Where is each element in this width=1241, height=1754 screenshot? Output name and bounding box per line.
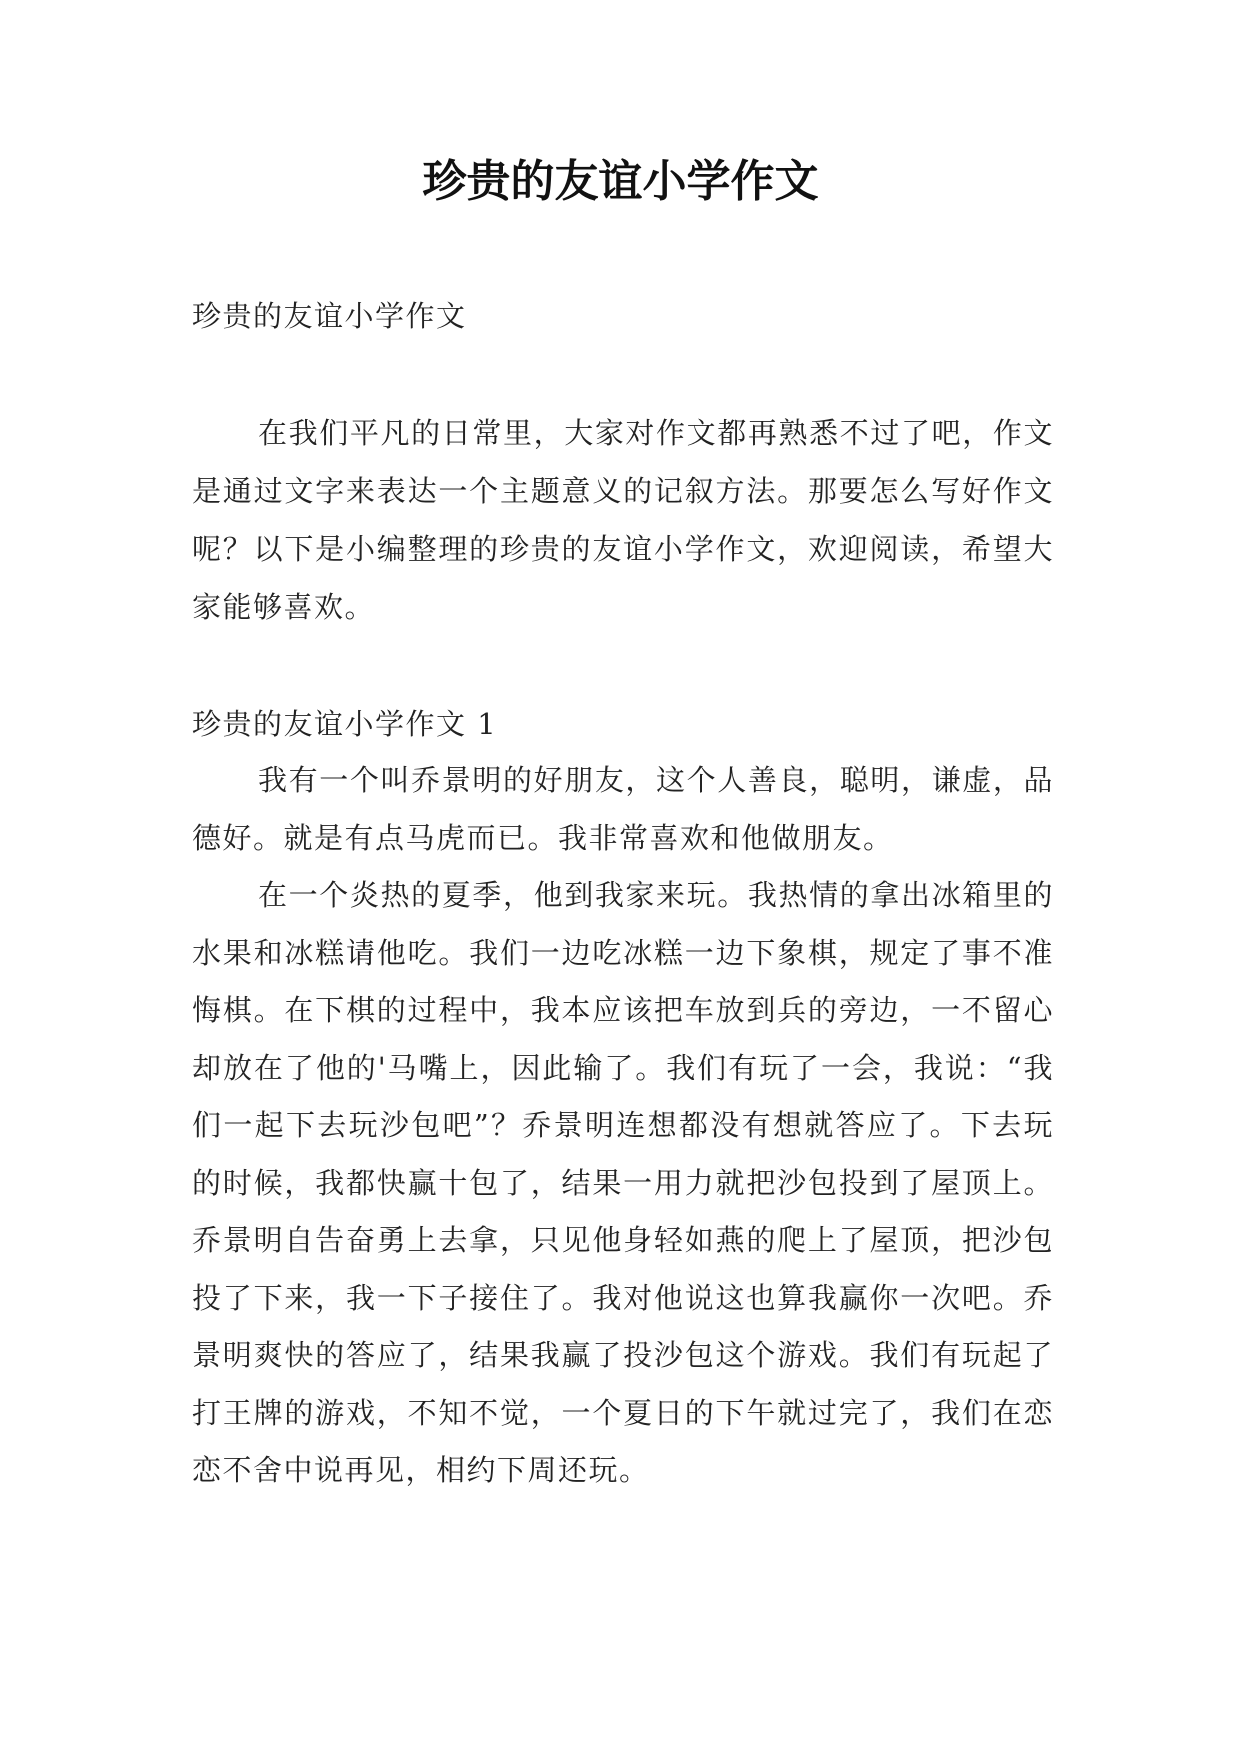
document-title: 珍贵的友谊小学作文: [422, 156, 819, 207]
intro-paragraph: 在我们平凡的日常里，大家对作文都再熟悉不过了吧，作文是通过文字来表达一个主题意义的记叙方法。那要怎么写好作文呢？以下是小编整理的珍贵的友谊小学作文，欢迎阅读，希望大家能够喜欢。: [192, 416, 1054, 624]
document-subtitle: 珍贵的友谊小学作文: [192, 299, 467, 333]
essay-paragraph: 在一个炎热的夏季，他到我家来玩。我热情的拿出冰箱里的水果和冰糕请他吃。我们一边吃冰糕一边下象棋，规定了事不准悔棋。在下棋的过程中，我本应该把车放到兵的旁边，一不留心却放在了他的'马嘴上，因此输了。我们有玩了一会，我说：“我们一起下去玩沙包吧”？乔景明连想都没有想就答应了。下去玩的时候，我都快赢十包了，结果一用力就把沙包投到了屋顶上。乔景明自告奋勇上去拿，只见他身轻如燕的爬上了屋顶，把沙包投了下来，我一下子接住了。我对他说这也算我赢你一次吧。乔景明爽快的答应了，结果我赢了投沙包这个游戏。我们有玩起了打王牌的游戏，不知不觉，一个夏日的下午就过完了，我们在恋恋不舍中说再见，相约下周还玩。: [192, 878, 1054, 1487]
essay-paragraph: 我有一个叫乔景明的好朋友，这个人善良，聪明，谦虚，品德好。就是有点马虎而已。我非常喜欢和他做朋友。: [192, 763, 1054, 855]
section-heading: 珍贵的友谊小学作文 1: [192, 707, 498, 741]
essay-body: [192, 752, 1054, 1500]
